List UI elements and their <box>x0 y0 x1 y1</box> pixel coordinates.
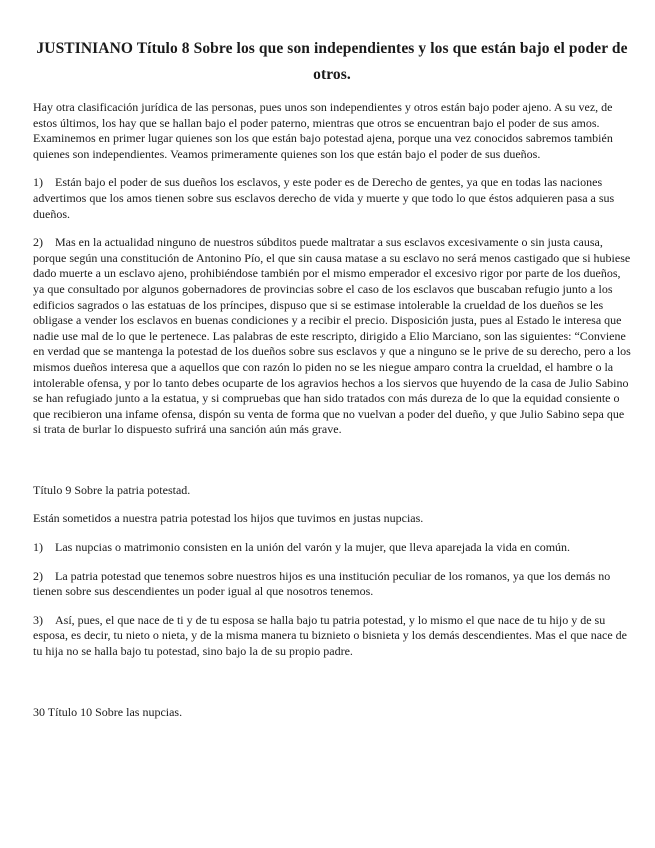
item-text: La patria potestad que tenemos sobre nuestros hijos es una institución peculiar de los romanos, ya que los demás no tienen sobre sus descendientes un poder igual al que nosotros tenemos. <box>33 568 611 599</box>
titulo9-item-1 <box>33 540 631 556</box>
item-number: 2) <box>33 235 43 250</box>
titulo9-heading: Título 9 Sobre la patria potestad. <box>33 482 191 497</box>
document-page <box>33 36 631 720</box>
document-title: JUSTINIANO Título 8 Sobre los que son independientes y los que están bajo el poder de otros. <box>36 40 628 83</box>
item-number: 1) <box>33 175 43 190</box>
intro-paragraph: Hay otra clasificación jurídica de las personas, pues unos son independientes y otros están bajo poder ajeno. A su vez, de estos últimos, los hay que se hallan bajo el poder paterno, mientras que otros se encuentran bajo el poder de sus amos. Examinemos en primer lugar quienes son los que están bajo potestad ajena, porque una vez conocidos sabremos también quienes son independientes. Veamos primeramente quienes son los que están bajo el poder de sus dueños. <box>33 100 613 161</box>
section-spacer <box>33 451 631 483</box>
titulo8-item-2 <box>33 235 631 438</box>
titulo9-intro: Están sometidos a nuestra patria potestad los hijos que tuvimos en justas nupcias. <box>33 511 424 526</box>
titulo10-heading: 30 Título 10 Sobre las nupcias. <box>33 704 183 719</box>
section-spacer <box>33 673 631 705</box>
item-number: 2) <box>33 568 43 583</box>
titulo9-item-2 <box>33 569 631 600</box>
titulo8-item-1 <box>33 175 631 222</box>
item-text: Las nupcias o matrimonio consisten en la unión del varón y la mujer, que lleva aparejada la vida en común. <box>55 540 571 555</box>
item-number: 1) <box>33 540 43 555</box>
item-text: Están bajo el poder de sus dueños los esclavos, y este poder es de Derecho de gentes, ya que en todas las naciones advertimos que los amos tienen sobre sus esclavos derecho de vida y muerte y que todo lo que éstos adquieren pasa a sus dueños. <box>33 175 615 221</box>
item-text: Así, pues, el que nace de ti y de tu esposa se halla bajo tu patria potestad, y lo mismo el que nace de tu hijo y de su esposa, es decir, tu nieto o nieta, y de la misma manera tu biznieto o bisnieta y los demás descendientes. Mas el que nace de tu hija no se halla bajo tu potestad, sino bajo la de su propio padre. <box>33 612 627 659</box>
item-text: Mas en la actualidad ninguno de nuestros súbditos puede maltratar a sus esclavos excesivamente o sin justa causa, porque según una constitución de Antonino Pío, el que sin causa matase a su esclavo no será menos castigado que si hubiese dado muerte a un esclavo ajeno, prohibiéndose también por el mismo emperador el excesivo rigor por parte de los dueños, ya que consultado por algunos gobernadores de provincias sobre el caso de los esclavos que buscaban refugio junto a los edificios sagrados o las estatuas de los príncipes, dispuso que si se estimase intolerable la crueldad de los dueños se les obligase a vender los esclavos en buenas condiciones y a recibir el precio. Disposición justa, pues al Estado le interesa que nadie use mal de lo que le pertenece. Las palabras de este rescripto, dirigido a Elio Marciano, son las siguientes: “Conviene en verdad que se mantenga la potestad de los dueños sobre sus esclavos y que a ninguno se le prive de su derecho, pero a los mismos dueños interesa que a aquellos que con razón lo piden no se les niegue amparo contra la crueldad, el hambre o la intolerable ofensa, y por lo tanto debes ocuparte de los agravios hechos a los siervos que huyendo de la casa de Julio Sabino se han refugiado junto a la estatua, y si compruebas que han sido tratados con más dureza de lo que la equidad consiente o que recibieron una infame ofensa, dispón su venta de forma que no vuelvan a poder del dueño, y que Julio Sabino sepa que si trata de burlar lo dispuesto sufrirá una sanción aún más grave. <box>33 235 631 437</box>
titulo9-item-3 <box>33 613 631 660</box>
item-number: 3) <box>33 612 43 627</box>
